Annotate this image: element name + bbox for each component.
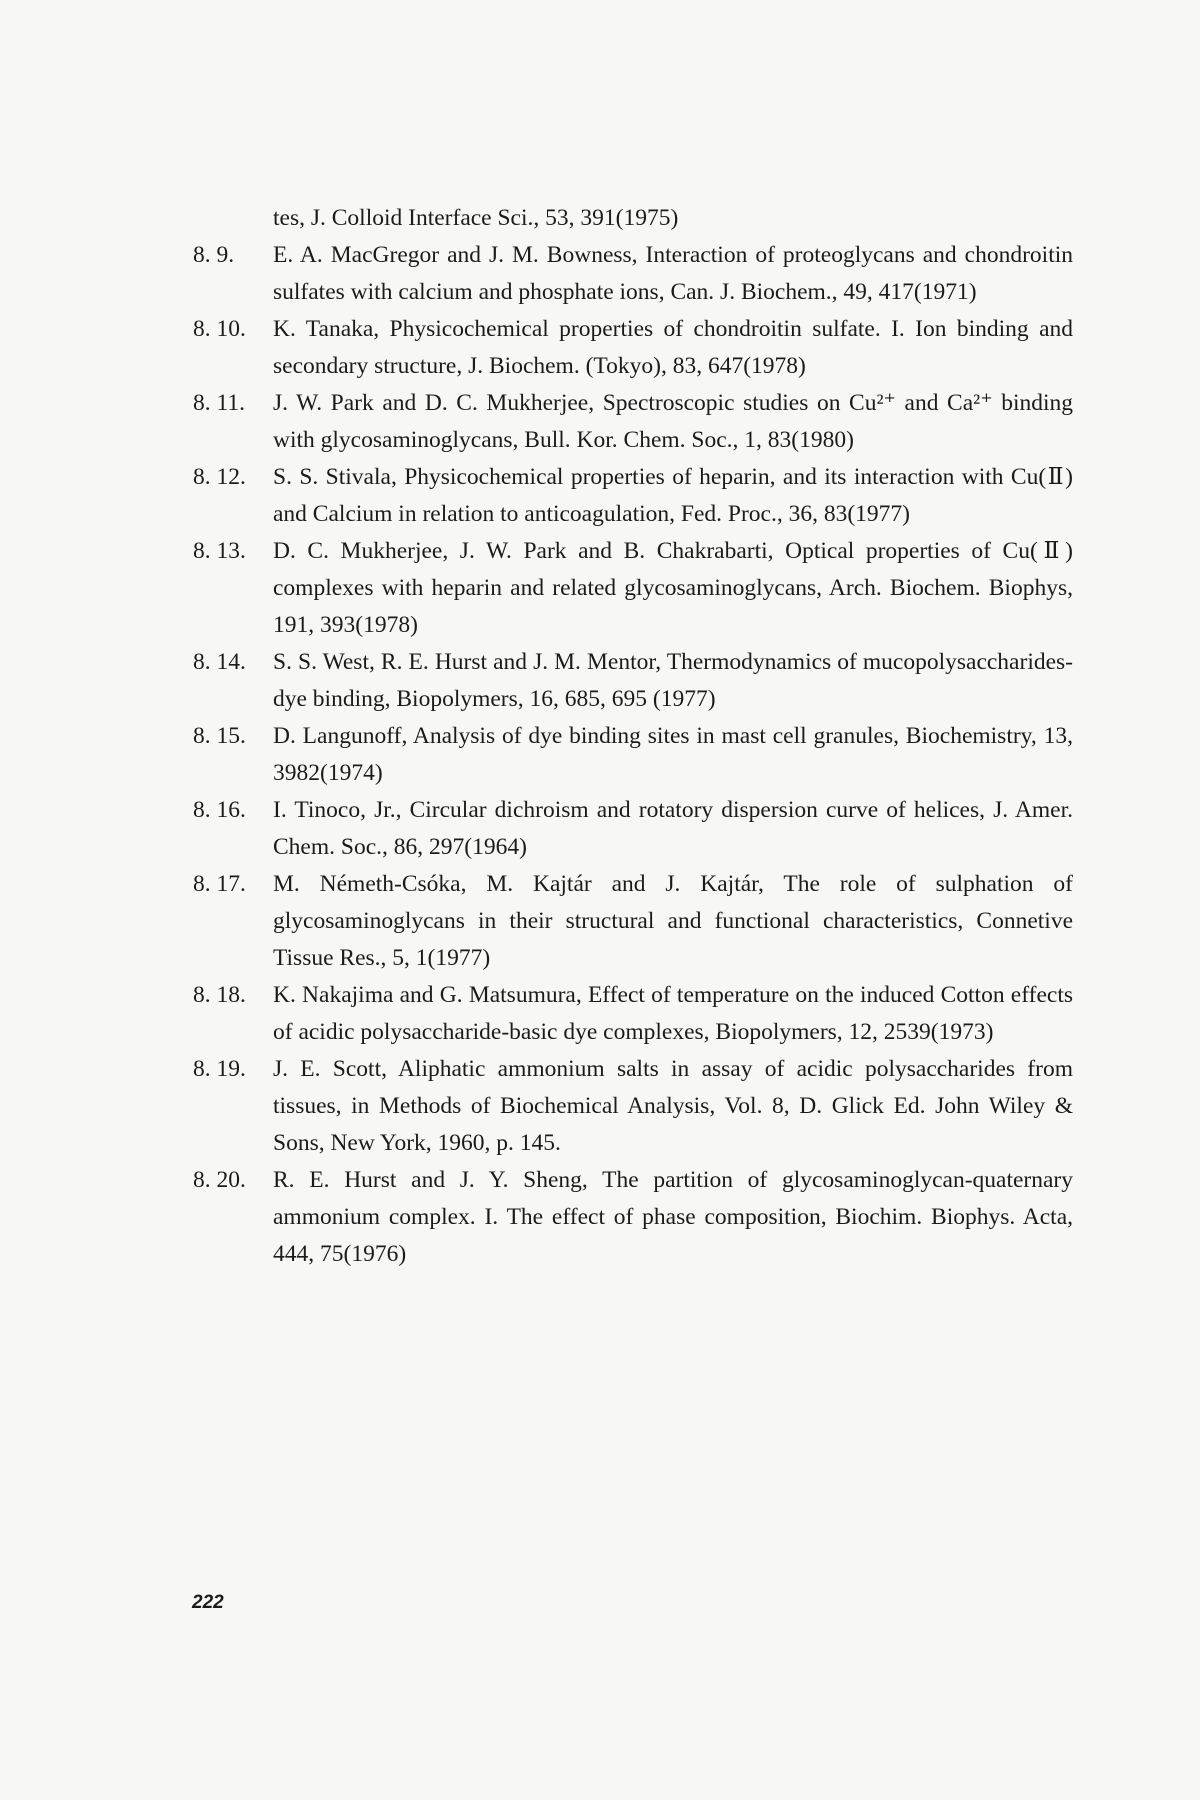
reference-text: S. S. Stivala, Physicochemical properties of heparin, and its interaction with Cu(Ⅱ) and Calcium in relation to anticoagulation, Fed. Proc., 36, 83(1977)	[273, 464, 1073, 527]
reference-text: R. E. Hurst and J. Y. Sheng, The partition of glycosaminoglycan-quaternary ammonium complex. I. The effect of phase composition, Biochim. Biophys. Acta, 444, 75(1976)	[273, 1167, 1073, 1267]
page-number: 222	[192, 1592, 224, 1613]
reference-number: 8. 18.	[193, 982, 246, 1008]
reference-text: E. A. MacGregor and J. M. Bowness, Interaction of proteoglycans and chondroitin sulfates with calcium and phosphate ions, Can. J. Biochem., 49, 417(1971)	[273, 242, 1073, 305]
reference-number: 8. 12.	[193, 464, 246, 490]
reference-number: 8. 10.	[193, 316, 246, 342]
reference-text: I. Tinoco, Jr., Circular dichroism and rotatory dispersion curve of helices, J. Amer. Chem. Soc., 86, 297(1964)	[273, 797, 1073, 860]
reference-number: 8. 17.	[193, 871, 246, 897]
reference-number: 8. 20.	[193, 1167, 246, 1193]
reference-text: J. E. Scott, Aliphatic ammonium salts in assay of acidic polysaccharides from tissues, in Methods of Biochemical Analysis, Vol. 8, D. Glick Ed. John Wiley & Sons, New York, 1960, p. 145.	[273, 1056, 1073, 1156]
reference-entry	[193, 1051, 1073, 1162]
reference-number: 8. 16.	[193, 797, 246, 823]
reference-entry	[193, 792, 1073, 866]
reference-text: M. Németh-Csóka, M. Kajtár and J. Kajtár, The role of sulphation of glycosaminoglycans in their structural and functional characteristics, Connetive Tissue Res., 5, 1(1977)	[273, 871, 1073, 971]
reference-number: 8. 14.	[193, 649, 246, 675]
reference-text: D. C. Mukherjee, J. W. Park and B. Chakrabarti, Optical properties of Cu(Ⅱ) complexes with heparin and related glycosaminoglycans, Arch. Biochem. Biophys, 191, 393(1978)	[273, 538, 1073, 638]
reference-entry	[193, 718, 1073, 792]
reference-text: D. Langunoff, Analysis of dye binding sites in mast cell granules, Biochemistry, 13, 3982(1974)	[273, 723, 1073, 786]
reference-text: K. Tanaka, Physicochemical properties of chondroitin sulfate. I. Ion binding and secondary structure, J. Biochem. (Tokyo), 83, 647(1978)	[273, 316, 1073, 379]
reference-number: 8. 11.	[193, 390, 246, 416]
reference-entry	[193, 200, 1073, 237]
reference-entry	[193, 237, 1073, 311]
reference-text: J. W. Park and D. C. Mukherjee, Spectroscopic studies on Cu²⁺ and Ca²⁺ binding with glycosaminoglycans, Bull. Kor. Chem. Soc., 1, 83(1980)	[273, 390, 1073, 453]
reference-number: 8. 9.	[193, 242, 235, 268]
reference-entry	[193, 644, 1073, 718]
reference-entry	[193, 866, 1073, 977]
reference-list	[193, 200, 1073, 1273]
reference-text: K. Nakajima and G. Matsumura, Effect of temperature on the induced Cotton effects of acidic polysaccharide-basic dye complexes, Biopolymers, 12, 2539(1973)	[273, 982, 1073, 1045]
reference-entry	[193, 533, 1073, 644]
reference-text: tes, J. Colloid Interface Sci., 53, 391(1975)	[273, 205, 679, 231]
reference-number: 8. 13.	[193, 538, 246, 564]
reference-entry	[193, 311, 1073, 385]
reference-text: S. S. West, R. E. Hurst and J. M. Mentor, Thermodynamics of mucopolysaccharides-dye binding, Biopolymers, 16, 685, 695 (1977)	[273, 649, 1073, 712]
reference-number: 8. 19.	[193, 1056, 246, 1082]
reference-number: 8. 15.	[193, 723, 246, 749]
reference-entry	[193, 977, 1073, 1051]
reference-entry	[193, 385, 1073, 459]
reference-entry	[193, 459, 1073, 533]
reference-entry	[193, 1162, 1073, 1273]
